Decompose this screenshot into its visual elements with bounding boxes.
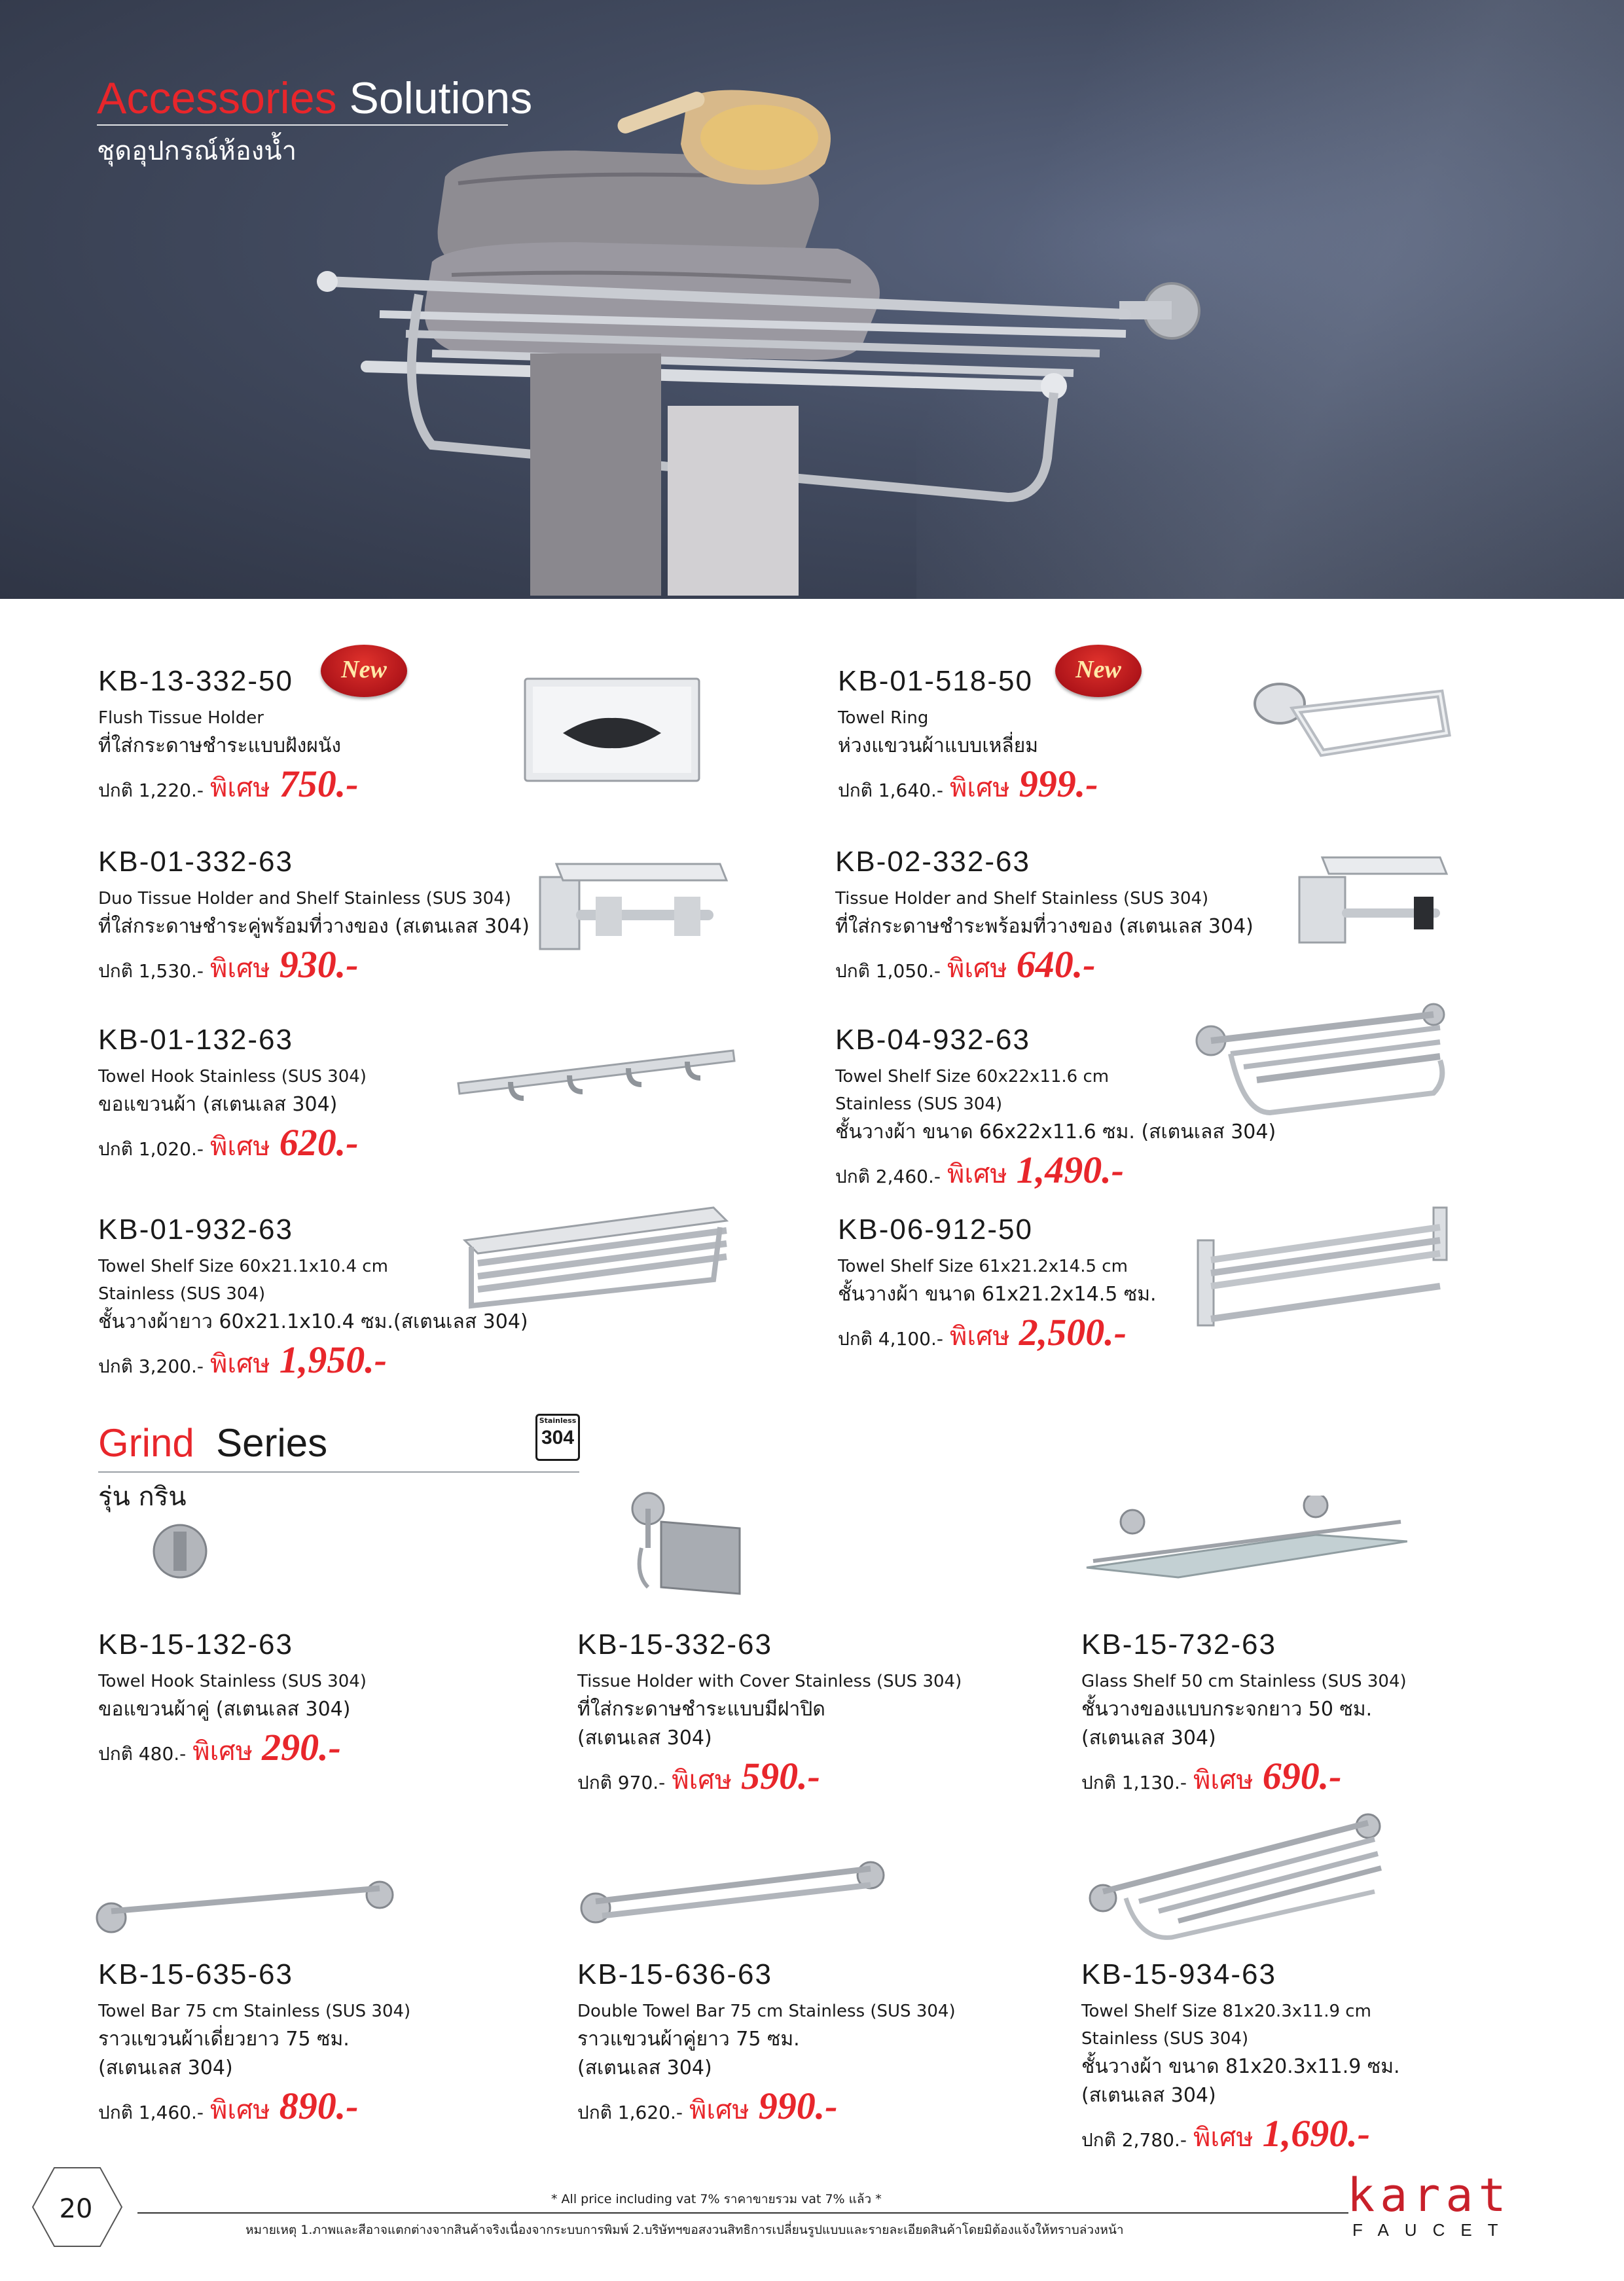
- long-towel-shelf-image: [452, 1201, 733, 1319]
- hero-title: [97, 71, 532, 126]
- normal-price: ปกติ 2,780.-: [1081, 2129, 1187, 2151]
- special-label: พิเศษ: [209, 2095, 270, 2125]
- normal-price: ปกติ 1,020.-: [98, 1138, 204, 1160]
- hero-subtitle: ชุดอุปกรณ์ห้องน้ำ: [97, 136, 297, 166]
- footer-rule: [137, 2212, 1348, 2214]
- product-name-en: Glass Shelf 50 cm Stainless (SUS 304): [1081, 1672, 1407, 1691]
- product-code: KB-15-332-63: [577, 1628, 772, 1661]
- special-label: พิเศษ: [209, 1349, 270, 1379]
- sale-price: 750.-: [279, 763, 359, 805]
- product-code: KB-15-934-63: [1081, 1958, 1276, 1990]
- normal-price: ปกติ 970.-: [577, 1772, 666, 1793]
- product-name-en: Towel Ring: [838, 708, 929, 728]
- product-material-th: (สเตนเลส 304): [1081, 2084, 1216, 2107]
- product-price: [98, 1725, 367, 1772]
- special-label: พิเศษ: [672, 1765, 732, 1795]
- product-name-en: Towel Shelf Size 60x22x11.6 cm: [835, 1067, 1110, 1087]
- sale-price: 1,950.-: [279, 1338, 388, 1381]
- product-name-th: ขอแขวนผ้าคู่ (สเตนเลส 304): [98, 1698, 351, 1721]
- product-material-th: (สเตนเลส 304): [577, 2056, 712, 2079]
- faucet-logo-text: FAUCET: [1352, 2220, 1514, 2240]
- special-label: พิเศษ: [1193, 2123, 1254, 2153]
- normal-price: ปกติ 480.-: [98, 1743, 187, 1765]
- sale-price: 2,500.-: [1019, 1311, 1127, 1354]
- product-price: [838, 762, 1098, 808]
- product-price: [98, 943, 530, 989]
- grind-product-card: [98, 1627, 367, 1772]
- sale-price: 620.-: [279, 1121, 359, 1164]
- badge-label: Stainless: [539, 1416, 577, 1425]
- page-number: 20: [59, 2194, 93, 2224]
- product-name-en: Towel Bar 75 cm Stainless (SUS 304): [98, 2002, 411, 2021]
- product-name-en: Towel Hook Stainless (SUS 304): [98, 1067, 367, 1087]
- towel-shelf-image: [1191, 1001, 1453, 1119]
- badge-number: 304: [541, 1427, 575, 1448]
- normal-price: ปกติ 1,620.-: [577, 2102, 683, 2123]
- towel-ring-image: [1250, 674, 1460, 759]
- grind-product-card: [577, 1627, 962, 1801]
- special-label: พิเศษ: [209, 1132, 270, 1162]
- special-label: พิเศษ: [947, 954, 1007, 984]
- product-material-en: Stainless (SUS 304): [98, 1284, 266, 1304]
- product-material-en: Stainless (SUS 304): [835, 1094, 1003, 1114]
- product-name-th: ขอแขวนผ้า (สเตนเลส 304): [98, 1093, 338, 1116]
- tissue-holder-shelf-image: [1296, 851, 1453, 949]
- product-price: [577, 2084, 956, 2130]
- normal-price: ปกติ 4,100.-: [838, 1328, 943, 1350]
- product-code: KB-13-332-50: [98, 665, 293, 697]
- product-name-en: Towel Shelf Size 61x21.2x14.5 cm: [838, 1257, 1128, 1276]
- grind-glass-shelf-image: [1080, 1496, 1407, 1587]
- product-card: [98, 1022, 367, 1167]
- product-price: [98, 1338, 528, 1384]
- product-code: KB-15-732-63: [1081, 1628, 1276, 1661]
- normal-price: ปกติ 1,640.-: [838, 780, 943, 801]
- sale-price: 930.-: [279, 943, 359, 986]
- product-name-en: Flush Tissue Holder: [98, 708, 264, 728]
- product-code: KB-01-332-63: [98, 846, 293, 878]
- normal-price: ปกติ 2,460.-: [835, 1166, 941, 1187]
- product-name-en: Tissue Holder with Cover Stainless (SUS 304): [577, 1672, 962, 1691]
- product-name-th: ชั้นวางผ้า ขนาด 66x22x11.6 ซม. (สเตนเลส 304): [835, 1121, 1276, 1143]
- special-label: พิเศษ: [947, 1159, 1007, 1189]
- normal-price: ปกติ 1,220.-: [98, 780, 204, 801]
- product-material-th: (สเตนเลส 304): [98, 2056, 233, 2079]
- product-price: [1081, 2111, 1400, 2158]
- normal-price: ปกติ 1,130.-: [1081, 1772, 1187, 1793]
- product-code: KB-02-332-63: [835, 846, 1030, 878]
- product-price: [577, 1754, 962, 1801]
- grind-towel-hook-image: [151, 1518, 209, 1584]
- hero-title-white: Solutions: [349, 73, 533, 123]
- grind-product-card: [1081, 1957, 1400, 2158]
- product-price: [98, 762, 359, 808]
- product-material-th: (สเตนเลส 304): [1081, 1727, 1216, 1750]
- sale-price: 290.-: [262, 1726, 341, 1769]
- product-code: KB-04-932-63: [835, 1024, 1030, 1056]
- product-price: [835, 943, 1254, 989]
- product-name-th: ที่ใส่กระดาษชำระแบบฝังผนัง: [98, 734, 342, 757]
- product-name-th: ชั้นวางผ้า ขนาด 61x21.2x14.5 ซม.: [838, 1283, 1157, 1306]
- towel-hook-image: [452, 1037, 740, 1109]
- product-card: [98, 664, 359, 808]
- chrome-towel-shelf-image: [1191, 1201, 1453, 1332]
- product-card: [835, 844, 1254, 989]
- special-label: พิเศษ: [1193, 1765, 1254, 1795]
- new-badge: New: [1055, 645, 1142, 697]
- hero-title-rule: [97, 124, 508, 126]
- stainless-304-badge: [535, 1414, 580, 1461]
- grind-subtitle: รุ่น กริน: [98, 1482, 187, 1512]
- product-name-th: ที่ใส่กระดาษชำระพร้อมที่วางของ (สเตนเลส 304): [835, 915, 1254, 938]
- vat-note: * All price including vat 7% ราคาขายรวม vat 7% แล้ว *: [551, 2192, 882, 2206]
- normal-price: ปกติ 1,050.-: [835, 960, 941, 982]
- grind-double-towel-bar-image: [576, 1856, 890, 1934]
- product-card: [838, 1212, 1157, 1357]
- grind-tissue-holder-image: [622, 1489, 746, 1600]
- product-name-en: Tissue Holder and Shelf Stainless (SUS 304): [835, 889, 1209, 908]
- sale-price: 640.-: [1016, 943, 1096, 986]
- duo-tissue-holder-image: [537, 851, 733, 969]
- new-badge: New: [321, 645, 407, 697]
- special-label: พิเศษ: [209, 954, 270, 984]
- product-name-en: Duo Tissue Holder and Shelf Stainless (SUS 304): [98, 889, 511, 908]
- product-name-th: ชั้นวางผ้า ขนาด 81x20.3x11.9 ซม.: [1081, 2055, 1400, 2078]
- sale-price: 690.-: [1262, 1755, 1342, 1797]
- sale-price: 990.-: [758, 2085, 838, 2127]
- special-label: พิเศษ: [192, 1736, 253, 1767]
- hero-title-red: Accessories: [97, 73, 337, 123]
- grind-title-dark: Series: [216, 1421, 328, 1465]
- sale-price: 590.-: [741, 1755, 820, 1797]
- product-price: [1081, 1754, 1407, 1801]
- normal-price: ปกติ 1,530.-: [98, 960, 204, 982]
- hero-banner: [0, 0, 1624, 599]
- product-name-en: Towel Shelf Size 81x20.3x11.9 cm: [1081, 2002, 1371, 2021]
- product-code: KB-15-636-63: [577, 1958, 772, 1990]
- sale-price: 1,490.-: [1016, 1149, 1125, 1191]
- product-price: [98, 1121, 367, 1167]
- grind-series-title: [98, 1420, 327, 1465]
- normal-price: ปกติ 3,200.-: [98, 1356, 204, 1377]
- sale-price: 890.-: [279, 2085, 359, 2127]
- product-name-th: ที่ใส่กระดาษชำระคู่พร้อมที่วางของ (สเตนเลส 304): [98, 915, 530, 938]
- product-name-th: ชั้นวางผ้ายาว 60x21.1x10.4 ซม.(สเตนเลส 304): [98, 1310, 528, 1333]
- product-name-th: ที่ใส่กระดาษชำระแบบมีฝาปิด: [577, 1698, 825, 1721]
- grind-towel-bar-image: [92, 1878, 399, 1937]
- product-name-th: ราวแขวนผ้าคู่ยาว 75 ซม.: [577, 2028, 800, 2051]
- product-name-en: Towel Shelf Size 60x21.1x10.4 cm: [98, 1257, 388, 1276]
- grind-title-rule: [98, 1471, 579, 1473]
- product-name-th: ราวแขวนผ้าเดี่ยวยาว 75 ซม.: [98, 2028, 350, 2051]
- grind-product-card: [577, 1957, 956, 2130]
- product-code: KB-15-132-63: [98, 1628, 293, 1661]
- special-label: พิเศษ: [209, 773, 270, 803]
- product-material-en: Stainless (SUS 304): [1081, 2029, 1249, 2049]
- product-card: [98, 844, 530, 989]
- grind-product-card: [1081, 1627, 1407, 1801]
- product-price: [835, 1148, 1276, 1194]
- product-code: KB-01-932-63: [98, 1213, 293, 1246]
- product-code: KB-01-132-63: [98, 1024, 293, 1056]
- karat-logo: karat: [1347, 2168, 1511, 2222]
- product-name-en: Double Towel Bar 75 cm Stainless (SUS 304): [577, 2002, 956, 2021]
- product-material-th: (สเตนเลส 304): [577, 1727, 712, 1750]
- product-price: [838, 1310, 1157, 1357]
- special-label: พิเศษ: [949, 1321, 1010, 1352]
- hero-towel-shelf-image: [301, 79, 1218, 596]
- special-label: พิเศษ: [689, 2095, 749, 2125]
- disclaimer-note: หมายเหตุ 1.ภาพและสีอาจแตกต่างจากสินค้าจริงเนื่องจากระบบการพิมพ์ 2.บริษัทฯขอสงวนสิทธิการเปลี่ยนรูปแบบและรายละเอียดสินค้าโดยมิต้องแจ้งให้ทราบล่วงหน้า: [245, 2223, 1124, 2237]
- product-code: KB-15-635-63: [98, 1958, 293, 1990]
- product-name-th: ชั้นวางของแบบกระจกยาว 50 ซม.: [1081, 1698, 1373, 1721]
- product-name-th: ห่วงแขวนผ้าแบบเหลี่ยม: [838, 734, 1039, 757]
- product-price: [98, 2084, 410, 2130]
- product-code: KB-01-518-50: [838, 665, 1033, 697]
- product-card: [838, 664, 1098, 808]
- normal-price: ปกติ 1,460.-: [98, 2102, 204, 2123]
- grind-product-card: [98, 1957, 410, 2130]
- grind-towel-shelf-image: [1087, 1813, 1388, 1944]
- grind-title-red: Grind: [98, 1421, 194, 1465]
- flush-tissue-holder-image: [524, 677, 700, 782]
- product-name-en: Towel Hook Stainless (SUS 304): [98, 1672, 367, 1691]
- product-code: KB-06-912-50: [838, 1213, 1033, 1246]
- sale-price: 999.-: [1019, 763, 1098, 805]
- special-label: พิเศษ: [949, 773, 1010, 803]
- sale-price: 1,690.-: [1262, 2112, 1371, 2155]
